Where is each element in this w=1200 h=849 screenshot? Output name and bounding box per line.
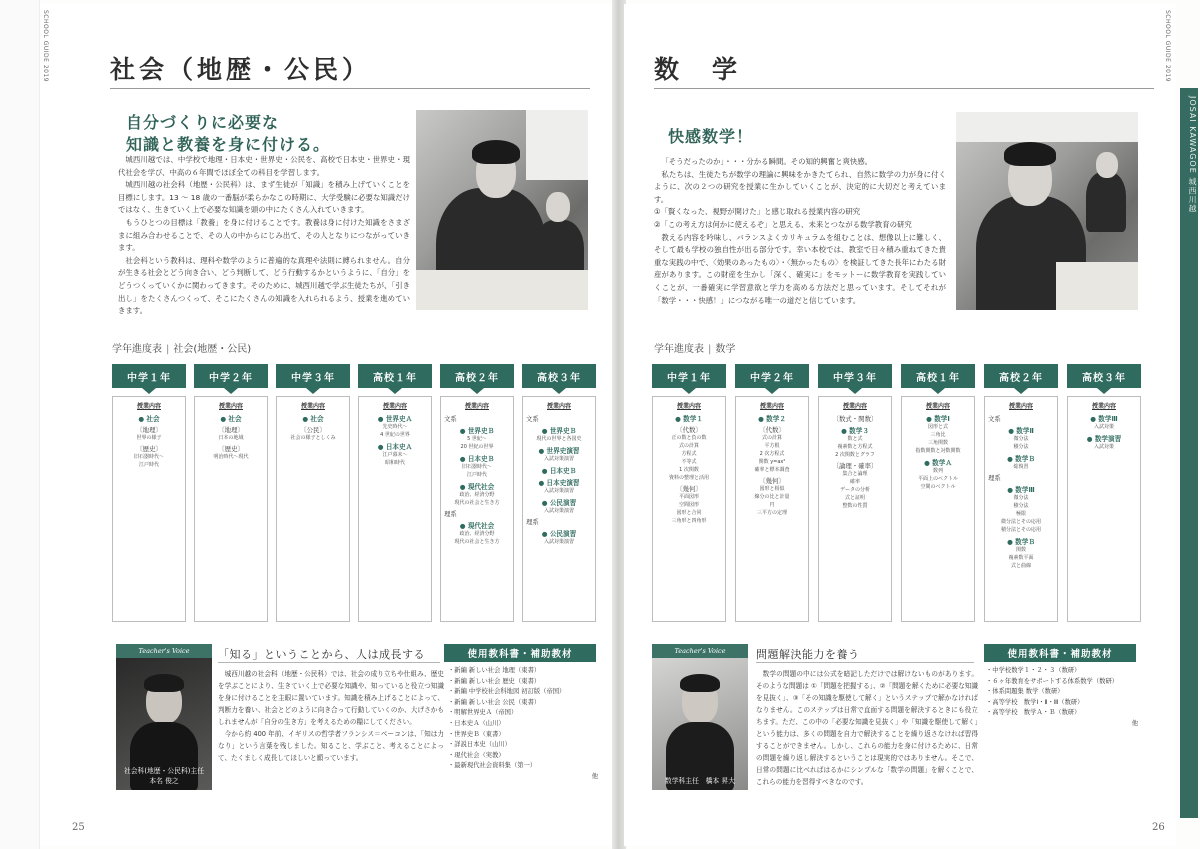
course-item: ● 数学Ａ [924, 459, 952, 467]
course-topic: 式の計算 [761, 435, 782, 441]
course-topic: 積分法 [1013, 444, 1029, 450]
paragraph: 城西川越の社会科（地歴・公民科）では、社会の成り立ちや仕組み、歴史を学ぶことにより、生きていく上で必要な知識や、知っていると役立つ知識を身に付けることを主眼に置いています。知識を積み上げることによって、判断力を養い、社会とどのように向き合って行動していくのか、大げさかもしれませんが「自分の生き方」を考えるための糧にしてください。 [218, 670, 444, 726]
course-topic: データの分析 [839, 487, 870, 493]
list-end: 他 [591, 772, 598, 780]
box-title: 授業内容 [136, 403, 161, 410]
course-item: ● 世界史演習 [538, 447, 580, 455]
course-topic: 2 次方程式 [759, 451, 785, 457]
course-item: ● 公民演習 [541, 499, 577, 507]
page-edge [0, 0, 40, 849]
course-topic: 4 世紀の世界 [380, 432, 410, 438]
down-arrow-icon [112, 388, 186, 394]
paragraph: 城西川越の社会科（地歴・公民科）は、まず生徒が「知識」を積み上げていくことを目標にします。13 〜 18 歳の一番脳が柔らかなこの時期に、大学受験に必要な知識だけではなく、生きていく上で必要な知識を頭の中にたくさん入れていきます。 [118, 180, 410, 215]
schedule-subject: 数学 [715, 344, 736, 355]
course-topic: 円 [769, 502, 775, 508]
grade-column [984, 364, 1058, 622]
course-content-box [901, 396, 975, 622]
teacher-caption: 数学科主任 橋本 昇大 [664, 777, 736, 785]
grade-column [522, 364, 596, 622]
list-end: 他 [1131, 719, 1138, 727]
teacher-card [116, 644, 212, 790]
course-topic: 極限 [1015, 511, 1026, 517]
grade-column [440, 364, 514, 622]
grade-column [1067, 364, 1141, 622]
course-topic: 関数 y=ax² [758, 459, 786, 465]
course-item: ● 数学Ｂ [1007, 538, 1035, 546]
grade-column [735, 364, 809, 622]
paragraph: 数学の問題の中には公式を暗記しただけでは解けないものがあります。そのような問題は ①「問題を把握する」、②「問題を解くために必要な知識を見抜く」、③「その知識を駆使して解く」というステップで解かなければなりません。このステップは日常で直面する問題を解決するときにも役立ちます。ただ、この中の「必要な知識を見抜く」や「知識を駆使して解く」という能力は、多くの問題を自力で解決することを繰り返さなければ習得することができません。しかし、これらの能力を身に付けるために、日常の問題を繰り返し解決するということは現実的ではありません。そこで、日常の問題に比べればはるかにシンプルな「数学の問題」を解くことで、これらの能力を習得すべきなのです。 [756, 670, 978, 786]
schedule-title: 学年進度表 [654, 344, 704, 355]
course-topic: 三角関数 [927, 440, 948, 446]
course-topic: 旧石器時代〜 [461, 464, 492, 470]
course-item: ● 世界史Ａ [377, 415, 413, 423]
intro-text [118, 154, 410, 318]
page-number: 26 [1152, 822, 1165, 833]
course-topic: 入試対策 [1093, 424, 1114, 430]
box-title: 授業内容 [546, 403, 571, 410]
course-content-box [276, 396, 350, 622]
title-rule [654, 88, 1154, 89]
course-topic: 三平方の定理 [756, 510, 787, 516]
course-item: ● 数学Ⅲ [1090, 415, 1118, 423]
grade-column [652, 364, 726, 622]
course-topic: 複素数と方程式 [837, 444, 873, 450]
headline-line-2: 知識と教養を身に付ける。 [126, 135, 331, 154]
course-topic: 式と曲線 [1010, 563, 1031, 569]
track-label: 文系 [526, 415, 539, 423]
course-category: 〔歴史〕 [218, 445, 244, 453]
course-category: 〔幾何〕 [676, 485, 702, 493]
course-topic: 方程式 [681, 451, 697, 457]
course-topic: 確率 [849, 479, 860, 485]
list-item: ・明解世界史Ａ（帝国） [448, 709, 518, 717]
course-content-box [735, 396, 809, 622]
list-item: ・詳説日本史（山川） [448, 741, 511, 749]
course-topic: 図形と式 [927, 424, 948, 430]
course-topic: 微分法とその応用 [1000, 519, 1041, 525]
course-item: ● 社会 [138, 415, 160, 423]
teacher-voice-label: Teacher's Voice [652, 644, 748, 658]
course-topic: 空間のベクトル [920, 484, 956, 490]
box-title: 授業内容 [842, 403, 867, 410]
course-item: ● 社会 [302, 415, 324, 423]
course-topic: 日本の地域 [218, 435, 244, 441]
course-topic: 世界の様子 [136, 435, 162, 441]
grade-header: 高校２年 [984, 364, 1058, 388]
course-topic: 線分の比と計量 [754, 494, 790, 500]
down-arrow-icon [901, 388, 975, 394]
course-category: 〔地理〕 [218, 426, 244, 434]
grade-header: 高校３年 [1067, 364, 1141, 388]
grade-header: 中学２年 [194, 364, 268, 388]
course-topic: 政治、経済分野 [459, 492, 495, 498]
course-category: 〔歴史〕 [136, 445, 162, 453]
headline-line-1: 自分づくりに必要な [126, 113, 280, 132]
course-category: 〔地理〕 [136, 426, 162, 434]
course-content-box [358, 396, 432, 622]
down-arrow-icon [652, 388, 726, 394]
course-item: ● 世界史Ｂ [459, 427, 495, 435]
course-item: ● 社会 [220, 415, 242, 423]
grade-column [194, 364, 268, 622]
schedule-title: 学年進度表 [112, 344, 162, 355]
headline: 快感数学！ [668, 127, 754, 146]
course-item: ● 現代社会 [459, 483, 495, 491]
list-item: ・日本史Ａ（山川） [448, 719, 505, 727]
box-title: 授業内容 [925, 403, 950, 410]
list-item: ・新編 新しい社会 歴史（東書） [448, 677, 541, 685]
voice-rule [218, 662, 440, 663]
box-title: 授業内容 [300, 403, 325, 410]
textbook-list [448, 666, 598, 783]
paragraph: 私たちは、生徒たちが数学の理論に興味をかきたてられ、自然に数学の力が身に付くように、次の２つの研究を授業に生かしていくことが、決定的に大切だと考えています。 [654, 169, 946, 204]
grade-column [276, 364, 350, 622]
paragraph: ②「この考え方は何かに使えるぞ」と思える、未来とつながる数学教育の研究 [654, 219, 912, 229]
course-topic: 関数 [1015, 547, 1026, 553]
grade-header: 中学３年 [818, 364, 892, 388]
list-item: ・高等学校 数学Ａ・Ｂ（数研） [986, 709, 1081, 717]
schedule-subject: 社会(地歴・公民) [173, 344, 252, 355]
schedule-label [654, 340, 735, 355]
box-title: 授業内容 [1008, 403, 1033, 410]
grade-header: 高校１年 [901, 364, 975, 388]
course-content-box [652, 396, 726, 622]
course-topic: 現代の社会と生き方 [454, 500, 500, 506]
grade-header: 中学２年 [735, 364, 809, 388]
list-item: ・世界史Ｂ（東書） [448, 730, 505, 738]
course-topic: 正の数と負の数 [671, 435, 707, 441]
course-item: ● 現代社会 [459, 522, 495, 530]
course-topic: 平面上のベクトル [917, 476, 958, 482]
course-topic: 旧石器時代〜 [133, 454, 164, 460]
paragraph: 今から約 400 年前、イギリスの哲学者フランシス＝ベーコンは、「知は力なり」という言葉を残しました。知ること、学ぶこと、考えることによって、たくましく成長してほしいと願っています。 [218, 730, 444, 762]
paragraph: もうひとつの目標は「教養」を身に付けることです。教養は身に付けた知識をさまざまに組み合わせることで、その人の中からにじみ出て、その人となりにつながっていきます。 [118, 217, 410, 253]
voice-headline: 「知る」ということから、人は成長する [218, 648, 425, 661]
box-title: 授業内容 [382, 403, 407, 410]
course-item: ● 日本史Ａ [377, 443, 413, 451]
course-category: 〔数式・関数〕 [832, 415, 878, 423]
course-topic: 指数関数と対数関数 [915, 448, 961, 454]
course-topic: 2 次関数とグラフ [835, 452, 875, 458]
course-item: ● 日本史Ｂ [541, 467, 577, 475]
course-topic: 積分法とその応用 [1000, 527, 1041, 533]
down-arrow-icon [522, 388, 596, 394]
box-title: 授業内容 [464, 403, 489, 410]
down-arrow-icon [358, 388, 432, 394]
page-number: 25 [72, 822, 85, 833]
course-topic: 総復習 [1013, 464, 1029, 470]
track-label: 理系 [444, 510, 457, 518]
course-topic: 確率と標本調査 [754, 467, 790, 473]
box-title: 授業内容 [218, 403, 243, 410]
course-topic: 積分法 [1013, 503, 1029, 509]
paragraph: 社会科という教科は、理科や数学のように普遍的な真理や法則に縛られません。自分が生きる社会とどう向き合い、どう判断して、どう行動するかというように、「自分」をどうつくっていくかに関わってきます。そのために、城西川越で学ぶ生徒たちが、「引き出し」をたくさんつくって、そこにたくさんの知識を入れられるよう、授業を進めていきます。 [118, 255, 410, 316]
paragraph: 「そうだったのか」・・・分かる瞬間。その知的興奮と爽快感。 [661, 157, 873, 166]
grade-header: 高校３年 [522, 364, 596, 388]
list-item: ・高等学校 数学Ⅰ・Ⅱ・Ⅲ（数研） [986, 698, 1084, 706]
course-topic: 微分法 [1013, 495, 1029, 501]
list-item: ・新編 新しい社会 地理（東書） [448, 667, 541, 674]
course-category: 〔幾何〕 [759, 477, 785, 485]
down-arrow-icon [1067, 388, 1141, 394]
course-topic: 図形と合同 [676, 510, 702, 516]
down-arrow-icon [984, 388, 1058, 394]
course-topic: 政治、経済分野 [459, 531, 495, 537]
intro-text [654, 156, 946, 307]
course-topic: 入試対策演習 [543, 508, 574, 514]
course-topic: 江戸幕末〜 [382, 452, 408, 458]
grade-column [901, 364, 975, 622]
list-item: ・最新現代社会資料集（第一） [448, 762, 537, 770]
down-arrow-icon [818, 388, 892, 394]
course-topic: 20 世紀の世界 [460, 444, 494, 450]
textbook-list [986, 666, 1138, 730]
course-topic: 不等式 [681, 459, 697, 465]
paragraph: 城西川越では、中学校で地理・日本史・世界史・公民を、高校で日本史・世界史・現代社会を学び、中高の６年間でほぼ全ての科目を学習します。 [118, 155, 410, 177]
teacher-voice-label: Teacher's Voice [116, 644, 212, 658]
right-page [624, 4, 1176, 846]
divider: | [166, 344, 170, 355]
down-arrow-icon [440, 388, 514, 394]
list-item: ・新編 新しい社会 公民（東書） [448, 698, 541, 706]
course-item: ● 公民演習 [541, 530, 577, 538]
grade-header: 高校２年 [440, 364, 514, 388]
course-item: ● 数学Ⅰ [926, 415, 950, 423]
track-label: 理系 [526, 518, 539, 526]
course-topic: 数列 [932, 468, 943, 474]
course-topic: 式と証明 [844, 495, 865, 501]
course-content-box [818, 396, 892, 622]
course-topic: 微分法 [1013, 436, 1029, 442]
course-topic: 複素数平面 [1008, 555, 1034, 561]
course-item: ● 数学Ⅲ [1007, 486, 1035, 494]
course-topic: 入試対策演習 [543, 539, 574, 545]
course-topic: 1 次関数 [679, 467, 699, 473]
paragraph: ①「賢くなった、視野が開けた」と感じ取れる授業内容の研究 [654, 207, 861, 217]
course-item: ● 世界史Ｂ [541, 427, 577, 435]
course-content-box [112, 396, 186, 622]
voice-text [756, 668, 978, 788]
course-topic: 資料の整理と活用 [668, 475, 709, 481]
textbook-header: 使用教科書・補助教材 [984, 644, 1136, 662]
teacher-name: 本名 俊之 [149, 777, 179, 785]
course-topic: 江戸時代 [466, 472, 487, 478]
divider: | [708, 344, 712, 355]
course-content-box [194, 396, 268, 622]
schedule-label [112, 340, 251, 355]
course-content-box [440, 396, 514, 622]
left-page [40, 4, 614, 846]
course-category: 〔代数〕 [759, 426, 785, 434]
track-label: 文系 [444, 415, 457, 423]
running-head: SCHOOL GUIDE 2019 [42, 10, 49, 83]
course-topic: 式の計算 [678, 443, 699, 449]
voice-rule [756, 662, 974, 663]
course-topic: 集合と論理 [842, 471, 868, 477]
list-item: ・体系問題集 数学（数研） [986, 688, 1064, 696]
course-category: 〔代数〕 [676, 426, 702, 434]
course-item: ● 日本史演習 [538, 479, 580, 487]
course-topic: 平方根 [764, 443, 780, 449]
course-item: ● 数学３ [841, 427, 869, 435]
voice-headline: 問題解決能力を養う [756, 648, 860, 661]
track-label: 文系 [988, 415, 1001, 423]
course-topic: 三角形と四角形 [671, 518, 707, 524]
course-item: ● 数学演習 [1086, 435, 1122, 443]
grade-header: 中学１年 [112, 364, 186, 388]
course-topic: 5 世紀〜 [467, 436, 487, 442]
course-content-box [984, 396, 1058, 622]
course-item: ● 数学Ｂ [1007, 455, 1035, 463]
list-item: ・新編 中学校社会科地図 初訂版（帝国） [448, 688, 566, 696]
classroom-photo [956, 112, 1138, 310]
teacher-caption [116, 766, 212, 786]
side-tab: JOSAI KAWAGOE 城西川越 [1180, 88, 1198, 818]
down-arrow-icon [735, 388, 809, 394]
running-head: SCHOOL GUIDE 2019 [1164, 10, 1171, 83]
course-topic: 先史時代〜 [382, 424, 408, 430]
list-item: ・６ヶ年教育をサポートする体系数学（数研） [986, 677, 1119, 685]
course-topic: 入試対策 [1093, 444, 1114, 450]
grade-header: 中学３年 [276, 364, 350, 388]
down-arrow-icon [194, 388, 268, 394]
classroom-photo [416, 110, 588, 310]
course-topic: 入試対策演習 [543, 456, 574, 462]
course-topic: 社会の様子としくみ [290, 435, 336, 441]
title-rule [110, 88, 590, 89]
box-title: 授業内容 [1091, 403, 1116, 410]
teacher-card [652, 644, 748, 790]
teacher-title: 社会科(地歴・公民科)主任 [123, 767, 205, 775]
grade-header: 中学１年 [652, 364, 726, 388]
track-label: 理系 [988, 474, 1001, 482]
course-topic: 昭和時代 [384, 460, 405, 466]
course-topic: 空間図形 [678, 502, 699, 508]
down-arrow-icon [276, 388, 350, 394]
course-item: ● 日本史Ｂ [459, 455, 495, 463]
page-title: 数 学 [654, 55, 742, 84]
grade-column [358, 364, 432, 622]
page-title: 社会（地歴・公民） [110, 55, 372, 84]
voice-text [218, 668, 444, 764]
course-topic: 三角比 [930, 432, 946, 438]
box-title: 授業内容 [676, 403, 701, 410]
course-topic: 明治時代〜現代 [213, 454, 249, 460]
course-item: ● 数学２ [758, 415, 786, 423]
course-content-box [522, 396, 596, 622]
course-topic: 江戸時代 [138, 462, 159, 468]
course-topic: 現代の社会と生き方 [454, 539, 500, 545]
list-item: ・中学校数学１・２・３（数研） [986, 667, 1081, 674]
box-title: 授業内容 [759, 403, 784, 410]
teacher-photo [652, 658, 748, 790]
grade-column [112, 364, 186, 622]
course-category: 〔論理・確率〕 [832, 462, 878, 470]
course-content-box [1067, 396, 1141, 622]
textbook-header: 使用教科書・補助教材 [444, 644, 596, 662]
course-topic: 図形と相似 [759, 486, 785, 492]
course-topic: 入試対策演習 [543, 488, 574, 494]
course-category: 〔公民〕 [300, 426, 326, 434]
course-topic: 数と式 [847, 436, 863, 442]
grade-header: 高校１年 [358, 364, 432, 388]
paragraph: 教える内容を吟味し、バランスよくカリキュラムを組むことは、想像以上に難しく、そして最も学校の独自性が出る部分です。幸い本校では、教室で日々積み重ねてきた貴重な実践の中で、〈効果のあったもの〉・〈無かったもの〉を検証してきた長年にわたる財産があります。この財産を生かし「深く、確実に」をモットーに数学教育を実践していくことが、一番確実に学習意欲と学力を高める方法だと思っています。そしてそれが「数学・・・快感！」につながる唯一の道だと信じています。 [654, 232, 946, 305]
course-topic: 現代の世界と各国史 [536, 436, 582, 442]
course-item: ● 数学１ [675, 415, 703, 423]
course-topic: 平面図形 [678, 494, 699, 500]
course-topic: 整数の性質 [842, 503, 868, 509]
headline [126, 112, 330, 156]
grade-column [818, 364, 892, 622]
list-item: ・現代社会（実教） [448, 751, 505, 759]
course-item: ● 数学Ⅱ [1008, 427, 1034, 435]
